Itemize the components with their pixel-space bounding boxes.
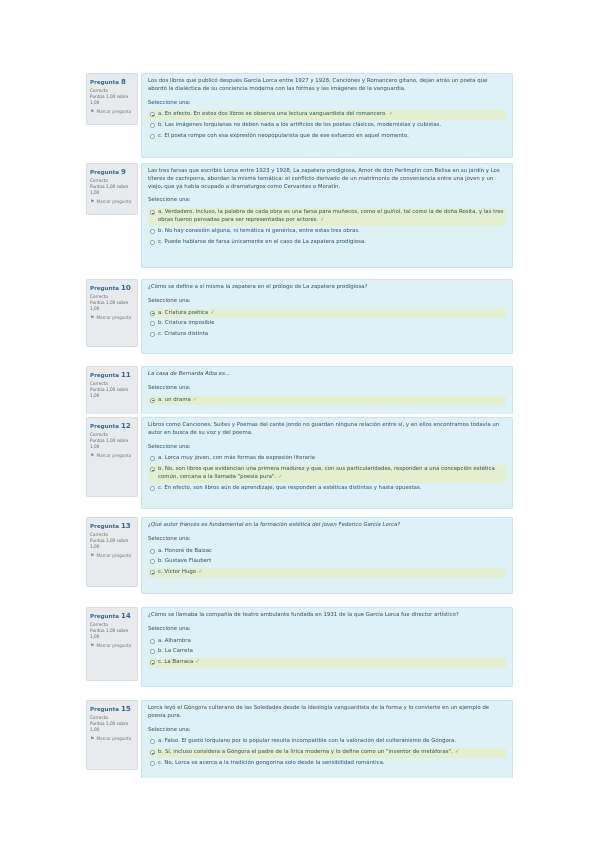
answer-prompt: Seleccione una: <box>148 197 191 204</box>
question-status: Correcta <box>90 380 108 386</box>
question-score: Puntúa 1,00 sobre 1,00 <box>90 299 129 312</box>
flag-icon: ⚑ <box>90 736 95 743</box>
answer-option[interactable]: a. Criatura poética ✓ <box>148 309 506 319</box>
radio-button[interactable] <box>150 240 155 245</box>
question-info <box>86 517 138 587</box>
flag-icon: ⚑ <box>90 315 95 322</box>
question-number: Pregunta 12 <box>90 422 131 430</box>
question-text: Las tres farsas que escribió Lorca entre 1923 y 1928, La zapatera prodigiosa, Amor de don Perlimplín con Belisa en su jardín y Los títeres de cachiporra, abordan la misma temática: el conflicto derivado de un matrimonio de conveniencia entre una joven y un viejo, que ya había ocupado a dramaturgos como Cervantes o Moratín. <box>148 168 500 190</box>
flag-question-button[interactable]: ⚑ Marcar pregunta <box>90 315 132 322</box>
answer-option[interactable]: a. Lorca muy joven, con más formas de expresión literaria <box>148 454 506 464</box>
check-icon: ✓ <box>320 217 325 224</box>
radio-button[interactable] <box>150 739 155 744</box>
check-icon: ✓ <box>195 659 200 666</box>
answer-option[interactable]: a. En efecto. En estos dos libros se observa una lectura vanguardista del romancero. ✓ <box>148 110 506 120</box>
radio-button[interactable] <box>150 639 155 644</box>
answer-option[interactable]: b. Gustave Flaubert <box>148 557 506 567</box>
flag-icon: ⚑ <box>90 553 95 560</box>
flag-icon: ⚑ <box>90 109 95 116</box>
answer-option[interactable]: a. Honoré de Balzac <box>148 547 506 557</box>
question-info <box>86 700 138 770</box>
radio-button[interactable] <box>150 229 155 234</box>
flag-icon: ⚑ <box>90 643 95 650</box>
question-content <box>141 366 513 414</box>
question-score: Puntúa 1,00 sobre 1,00 <box>90 183 129 196</box>
flag-icon: ⚑ <box>90 199 95 206</box>
radio-button[interactable] <box>150 486 155 491</box>
question-score: Puntúa 1,00 sobre 1,00 <box>90 93 129 106</box>
radio-button[interactable] <box>150 398 155 403</box>
radio-button[interactable] <box>150 559 155 564</box>
radio-button[interactable] <box>150 750 155 755</box>
check-icon: ✓ <box>210 309 215 316</box>
answer-option[interactable]: b. Las imágenes lorquianas no deben nada a los artificios de los poetas clásicos, modernistas y cubistas. <box>148 121 506 131</box>
question-status: Correcta <box>90 431 108 437</box>
question-text: Lorca leyó el Góngora culterano de las Soledades desde la ideología vanguardista de la forma y lo convierte en un ejemplo de poesía pura. <box>148 705 490 719</box>
radio-button[interactable] <box>150 311 155 316</box>
radio-button[interactable] <box>150 123 155 128</box>
answer-option[interactable]: c. La Barraca ✓ <box>148 658 506 668</box>
question-text: ¿Cómo se llamaba la compañía de teatro ambulante fundada en 1931 de la que García Lorca fue director artístico? <box>148 612 459 618</box>
question-block <box>86 366 513 414</box>
question-number: Pregunta 9 <box>90 168 126 176</box>
question-score: Puntúa 1,00 sobre 1,00 <box>90 386 129 399</box>
flag-icon: ⚑ <box>90 453 95 460</box>
answer-option[interactable]: b. La Carreta <box>148 647 506 657</box>
question-info <box>86 366 138 414</box>
radio-button[interactable] <box>150 134 155 139</box>
question-block <box>86 607 513 687</box>
question-score: Puntúa 1,00 sobre 1,00 <box>90 537 129 550</box>
answer-prompt: Seleccione una: <box>148 726 191 733</box>
answer-option[interactable]: b. Sí, incluso considera a Góngora el padre de la lírica moderna y lo define como un "inventor de metáforas". ✓ <box>148 748 506 758</box>
question-content <box>141 279 513 354</box>
question-info <box>86 607 138 681</box>
question-info <box>86 279 138 347</box>
question-block <box>86 279 513 354</box>
radio-button[interactable] <box>150 456 155 461</box>
flag-question-button[interactable]: ⚑ Marcar pregunta <box>90 199 132 206</box>
answer-prompt: Seleccione una: <box>148 99 191 106</box>
radio-button[interactable] <box>150 321 155 326</box>
question-number: Pregunta 13 <box>90 522 131 530</box>
flag-question-button[interactable]: ⚑ Marcar pregunta <box>90 553 132 560</box>
radio-button[interactable] <box>150 210 155 215</box>
answer-option[interactable]: a. Alhambra <box>148 637 506 647</box>
answer-prompt: Seleccione una: <box>148 535 191 542</box>
question-info <box>86 73 138 125</box>
question-score: Puntúa 1,00 sobre 1,00 <box>90 720 129 733</box>
radio-button[interactable] <box>150 549 155 554</box>
radio-button[interactable] <box>150 761 155 766</box>
answer-prompt: Seleccione una: <box>148 384 191 391</box>
answer-option[interactable]: b. No, son libros que evidencian una primera madurez y que, con sus particularidades, responden a una concepción estética común, cercana a la llamada "poesía pura". ✓ <box>148 465 506 483</box>
flag-question-button[interactable]: ⚑ Marcar pregunta <box>90 643 132 650</box>
question-block <box>86 163 513 268</box>
radio-button[interactable] <box>150 112 155 117</box>
question-status: Correcta <box>90 714 108 720</box>
question-content <box>141 73 513 158</box>
question-content <box>141 700 513 778</box>
question-content <box>141 417 513 509</box>
flag-question-button[interactable]: ⚑ Marcar pregunta <box>90 736 132 743</box>
answer-option[interactable]: a. Falso. El gusto lorquiano por lo popular resulta incompatible con la valoración del culteranismo de Góngora. <box>148 737 506 747</box>
question-content <box>141 517 513 594</box>
answer-option[interactable]: c. El poeta rompe con esa expresión neopopularista que de ese esfuerzo en aquel momento. <box>148 132 506 142</box>
check-icon: ✓ <box>388 111 394 118</box>
check-icon: ✓ <box>278 474 283 481</box>
question-content <box>141 163 513 268</box>
answer-option[interactable]: b. No hay conexión alguna, ni temática ni genérica, entre estas tres obras. <box>148 227 506 237</box>
question-number: Pregunta 8 <box>90 78 126 86</box>
answer-option[interactable]: c. Víctor Hugo ✓ <box>148 568 506 578</box>
answer-option[interactable]: a. un drama ✓ <box>148 396 506 406</box>
answer-prompt: Seleccione una: <box>148 297 191 304</box>
question-number: Pregunta 14 <box>90 612 131 620</box>
radio-button[interactable] <box>150 660 155 665</box>
answer-option[interactable]: a. Verdadero. Incluso, la palabra de cada obra es una farsa para muñecos, como el guiñol, tal como la de doña Rosita, y las tres obras fueron pensadas para ser representadas por actores. ✓ <box>148 208 506 226</box>
question-block <box>86 700 513 778</box>
question-block <box>86 517 513 594</box>
answer-option[interactable]: c. Criatura distinta <box>148 330 506 340</box>
question-text: Los dos libros que publicó después García Lorca entre 1927 y 1928, Canciones y Romancero gitano, dejan atrás un poeta que abordó la dialéctica de su conciencia moderna con las formas y las imágenes de la vanguardia. <box>148 78 488 92</box>
radio-button[interactable] <box>150 570 155 575</box>
question-text: Libros como Canciones, Suites y Poemas del cante jondo no guardan ninguna relación entre sí, y en ellos encontramos todavía un autor en busca de su voz y del poema. <box>148 422 500 436</box>
question-text: ¿Cómo se define a sí misma la zapatera en el prólogo de La zapatera prodigiosa? <box>148 284 368 290</box>
question-text: ¿Qué autor francés es fundamental en la formación estética del joven Federico García Lorca? <box>148 522 401 528</box>
question-status: Correcta <box>90 293 108 299</box>
question-status: Correcta <box>90 177 108 183</box>
question-number: Pregunta 11 <box>90 371 131 379</box>
check-icon: ✓ <box>454 749 460 756</box>
question-score: Puntúa 1,00 sobre 1,00 <box>90 627 129 640</box>
question-block <box>86 417 513 509</box>
question-status: Correcta <box>90 531 108 537</box>
answer-option[interactable]: c. No, Lorca se acerca a la tradición gongorina solo desde la sensibilidad romántica. <box>148 759 506 769</box>
question-info <box>86 163 138 215</box>
answer-prompt: Seleccione una: <box>148 625 191 632</box>
radio-button[interactable] <box>150 332 155 337</box>
flag-question-button[interactable]: ⚑ Marcar pregunta <box>90 453 132 460</box>
answer-prompt: Seleccione una: <box>148 443 191 450</box>
question-content <box>141 607 513 687</box>
question-status: Correcta <box>90 621 108 627</box>
answer-option[interactable]: b. Criatura imposible <box>148 319 506 329</box>
check-icon: ✓ <box>198 569 203 576</box>
question-status: Correcta <box>90 87 108 93</box>
radio-button[interactable] <box>150 467 155 472</box>
answer-option[interactable]: c. Puede hablarse de farsa únicamente en el caso de La zapatera prodigiosa. <box>148 238 506 248</box>
flag-question-button[interactable]: ⚑ Marcar pregunta <box>90 109 132 116</box>
question-info <box>86 417 138 497</box>
question-number: Pregunta 10 <box>90 284 131 292</box>
radio-button[interactable] <box>150 649 155 654</box>
question-number: Pregunta 15 <box>90 705 131 713</box>
check-icon: ✓ <box>192 396 198 403</box>
question-text: La casa de Bernarda Alba es... <box>148 371 231 377</box>
question-block <box>86 73 513 158</box>
answer-option[interactable]: c. En efecto, son libros aún de aprendizaje, que responden a estéticas distintas y hasta opuestas. <box>148 484 506 494</box>
question-score: Puntúa 1,00 sobre 1,00 <box>90 437 129 450</box>
